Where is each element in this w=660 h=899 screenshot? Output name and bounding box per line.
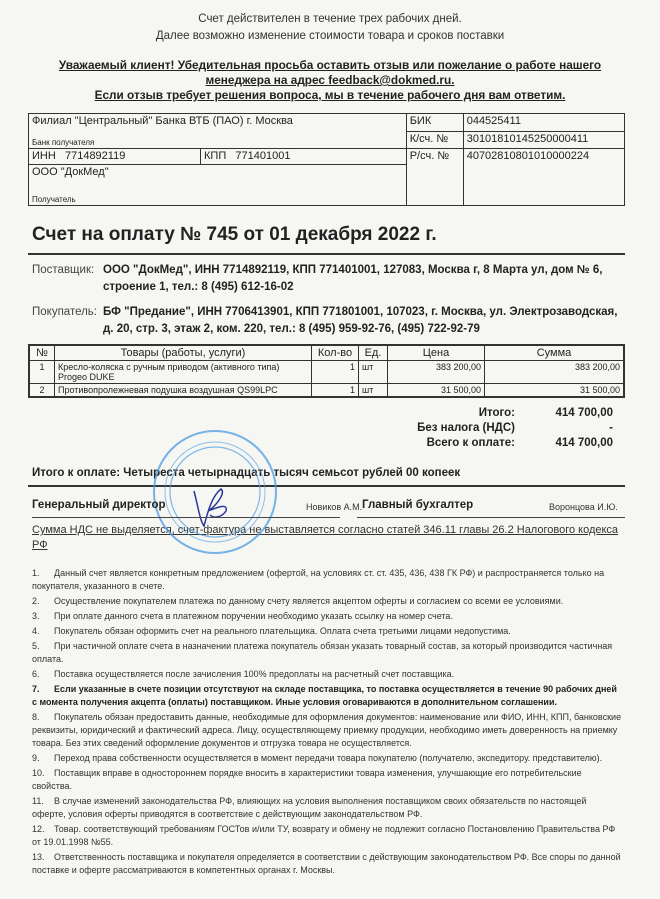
buyer-value: БФ "Предание", ИНН 7706413901, КПП 771801001, 107023, г. Москва, ул. Электрозаводская, д. 20, стр. 3, этаж 2, ком. 220, тел.: 8 (495) 959-92-76, (495) 722-92-79 (103, 306, 618, 335)
inn-label: ИНН (32, 150, 56, 162)
signatures-row (28, 487, 625, 519)
term-item (32, 595, 622, 608)
term-number: 8. (32, 712, 40, 722)
term-number: 3. (32, 611, 40, 621)
amount-in-words: Итого к оплате: Четыреста четырнадцать тысяч семьсот рублей 00 копеек (32, 467, 461, 479)
accountant-name: Воронцова И.Ю. (549, 502, 618, 512)
term-item (32, 640, 622, 666)
term-item (32, 567, 622, 593)
col-qty: Кол-во (312, 345, 359, 361)
director-name: Новиков А.М. (306, 502, 363, 512)
kpp-value: 771401001 (235, 150, 291, 162)
term-item (32, 823, 622, 849)
term-text: Товар. соответствующий требованиям ГОСТов и/или ТУ, возврату и обмену не подлежит согласно Постановлению Правительства РФ от 19.01.1998 №55. (32, 824, 616, 847)
term-number: 4. (32, 626, 40, 636)
term-text: Покупатель обязан предоставить данные, необходимые для оформления документов: наименование или ФИО, ИНН, КПП, банковские реквизиты, юридический и фактический адреса. Лицу, осуществляющему приемку продукции, необходимо иметь доверенность на приемку товара. Без этих сведений оформление документов и отгрузка товара не осуществляется. (32, 712, 622, 748)
term-text: Поставка осуществляется после зачисления 100% предоплаты на расчетный счет поставщика. (54, 669, 455, 679)
vat-value: - (609, 422, 613, 434)
term-text: Если указанные в счете позиции отсутствуют на складе поставщика, то поставка осуществляется в течение 90 рабочих дней с момента получения акцепта (оплаты) поставщиком. Иные условия оговариваются в дополнительном соглашении. (32, 684, 617, 707)
row-number: 1 (29, 361, 55, 384)
inn-value: 7714892119 (64, 150, 126, 162)
director-sign-line (32, 517, 340, 518)
row-unit: шт (359, 361, 388, 384)
row-price: 31 500,00 (388, 384, 485, 398)
col-price: Цена (388, 345, 485, 361)
totals-block (28, 406, 625, 451)
terms-list (32, 567, 622, 877)
bank-label: Банк получателя (32, 138, 95, 147)
recipient-name: ООО "ДокМед" (32, 166, 109, 178)
row-sum: 383 200,00 (485, 361, 625, 384)
price-change-note: Далее возможно изменение стоимости товара и сроков поставки (155, 30, 505, 42)
term-text: Ответственность поставщика и покупателя определяется в соответствии с действующим законодательством РФ. Все споры по данной поставке и оферте рассматриваются в компетентных органах г. Москвы. (32, 852, 621, 875)
buyer-label: Покупатель: (32, 306, 97, 318)
col-unit: Ед. (359, 345, 388, 361)
term-item (32, 851, 622, 877)
row-unit: шт (359, 384, 388, 398)
term-item (32, 711, 622, 750)
term-text: Данный счет является конкретным предложением (офертой, на условиях ст. ст. 435, 436, 438 ГК РФ) и распространяется только на покупателя, указанного в счете. (32, 568, 605, 591)
invoice-title: Счет на оплату № 745 от 01 декабря 2022 г. (32, 224, 437, 245)
term-number: 2. (32, 596, 40, 606)
term-item (32, 767, 622, 793)
term-number: 9. (32, 753, 40, 763)
total-label: Итого: (478, 407, 515, 419)
supplier-block (32, 262, 625, 296)
term-item (32, 668, 622, 681)
col-sum: Сумма (485, 345, 625, 361)
row-qty: 1 (312, 384, 359, 398)
supplier-value: ООО "ДокМед", ИНН 7714892119, КПП 771401001, 127083, Москва г, 8 Марта ул, дом № 6, строение 1, тел.: 8 (495) 612-16-02 (103, 264, 603, 293)
term-item (32, 610, 622, 623)
director-label: Генеральный директор (32, 499, 166, 511)
col-number: № (29, 345, 55, 361)
row-goods: Противопролежневая подушка воздушная QS99LPC (55, 384, 312, 398)
term-text: В случае изменений законодательства РФ, влияющих на условия выполнения поставщиком своих обязательств по настоящей оферте, условия оферты приводятся в соответствие с действующим законодательством РФ. (32, 796, 587, 819)
row-price: 383 200,00 (388, 361, 485, 384)
term-text: При частичной оплате счета в назначении платежа покупатель обязан указать товарный состав, за который производится частичная оплата. (32, 641, 613, 664)
term-item (32, 752, 622, 765)
validity-note: Счет действителен в течение трех рабочих дней. (198, 13, 462, 25)
table-row (29, 361, 624, 384)
term-number: 5. (32, 641, 40, 651)
accountant-label: Главный бухгалтер (362, 499, 474, 511)
feedback-request-line2: менеджера на адрес feedback@dokmed.ru. (205, 73, 455, 87)
bank-name: Филиал "Центральный" Банка ВТБ (ПАО) г. Москва (32, 115, 293, 127)
vat-note: Сумма НДС не выделяется, счет-фактура не выставляется согласно статей 346.11 главы 26.2 Налогового кодекса РФ (32, 524, 619, 551)
ks-label: К/сч. № (406, 131, 463, 149)
row-qty: 1 (312, 361, 359, 384)
accountant-sign-line (357, 517, 625, 518)
term-text: При оплате данного счета в платежном поручении необходимо указать ссылку на номер счета. (54, 611, 453, 621)
term-item (32, 625, 622, 638)
col-goods: Товары (работы, услуги) (55, 345, 312, 361)
term-text: Осуществление покупателем платежа по данному счету является акцептом оферты и согласием со всеми ее условиями. (54, 596, 564, 606)
buyer-block (32, 304, 625, 338)
total-value: 414 700,00 (555, 407, 613, 419)
rs-value: 40702810801010000224 (463, 149, 624, 206)
row-number: 2 (29, 384, 55, 398)
director-signature (186, 481, 236, 531)
bik-value: 044525411 (463, 114, 624, 132)
kpp-label: КПП (204, 150, 227, 162)
term-text: Поставщик вправе в одностороннем порядке вносить в характеристики товара изменения, улучшающие его потребительские свойства. (32, 768, 582, 791)
term-number: 6. (32, 669, 40, 679)
items-table (28, 344, 625, 398)
term-item (32, 795, 622, 821)
vat-label: Без налога (НДС) (417, 422, 515, 434)
bik-label: БИК (406, 114, 463, 132)
ks-value: 30101810145250000411 (463, 131, 624, 149)
term-number: 12. (32, 824, 45, 834)
table-header-row (29, 345, 624, 361)
term-number: 7. (32, 684, 40, 694)
invoice-body (28, 262, 625, 899)
table-row (29, 384, 624, 398)
title-divider (28, 253, 625, 255)
term-number: 13. (32, 852, 45, 862)
term-item (32, 683, 622, 709)
term-number: 1. (32, 568, 40, 578)
supplier-label: Поставщик: (32, 264, 95, 276)
term-text: Переход права собственности осуществляется в момент передачи товара покупателю (получателю, экспедитору. представителю). (54, 753, 603, 763)
term-number: 11. (32, 796, 44, 806)
term-number: 10. (32, 768, 45, 778)
feedback-request-line3: Если отзыв требует решения вопроса, мы в течение рабочего дня вам ответим. (94, 88, 566, 102)
row-goods: Кресло-коляска с ручным приводом (активного типа) Progeo DUKE (55, 361, 312, 384)
due-value: 414 700,00 (555, 437, 613, 449)
bank-details-table (28, 113, 625, 206)
rs-label: Р/сч. № (406, 149, 463, 206)
feedback-request-line1: Уважаемый клиент! Убедительная просьба оставить отзыв или пожелание о работе нашего (58, 58, 602, 72)
term-text: Покупатель обязан оформить счет на реального плательщика. Оплата счета третьими лицами недопустима. (54, 626, 511, 636)
row-sum: 31 500,00 (485, 384, 625, 398)
recipient-label: Получатель (32, 195, 76, 204)
due-label: Всего к оплате: (426, 437, 515, 449)
